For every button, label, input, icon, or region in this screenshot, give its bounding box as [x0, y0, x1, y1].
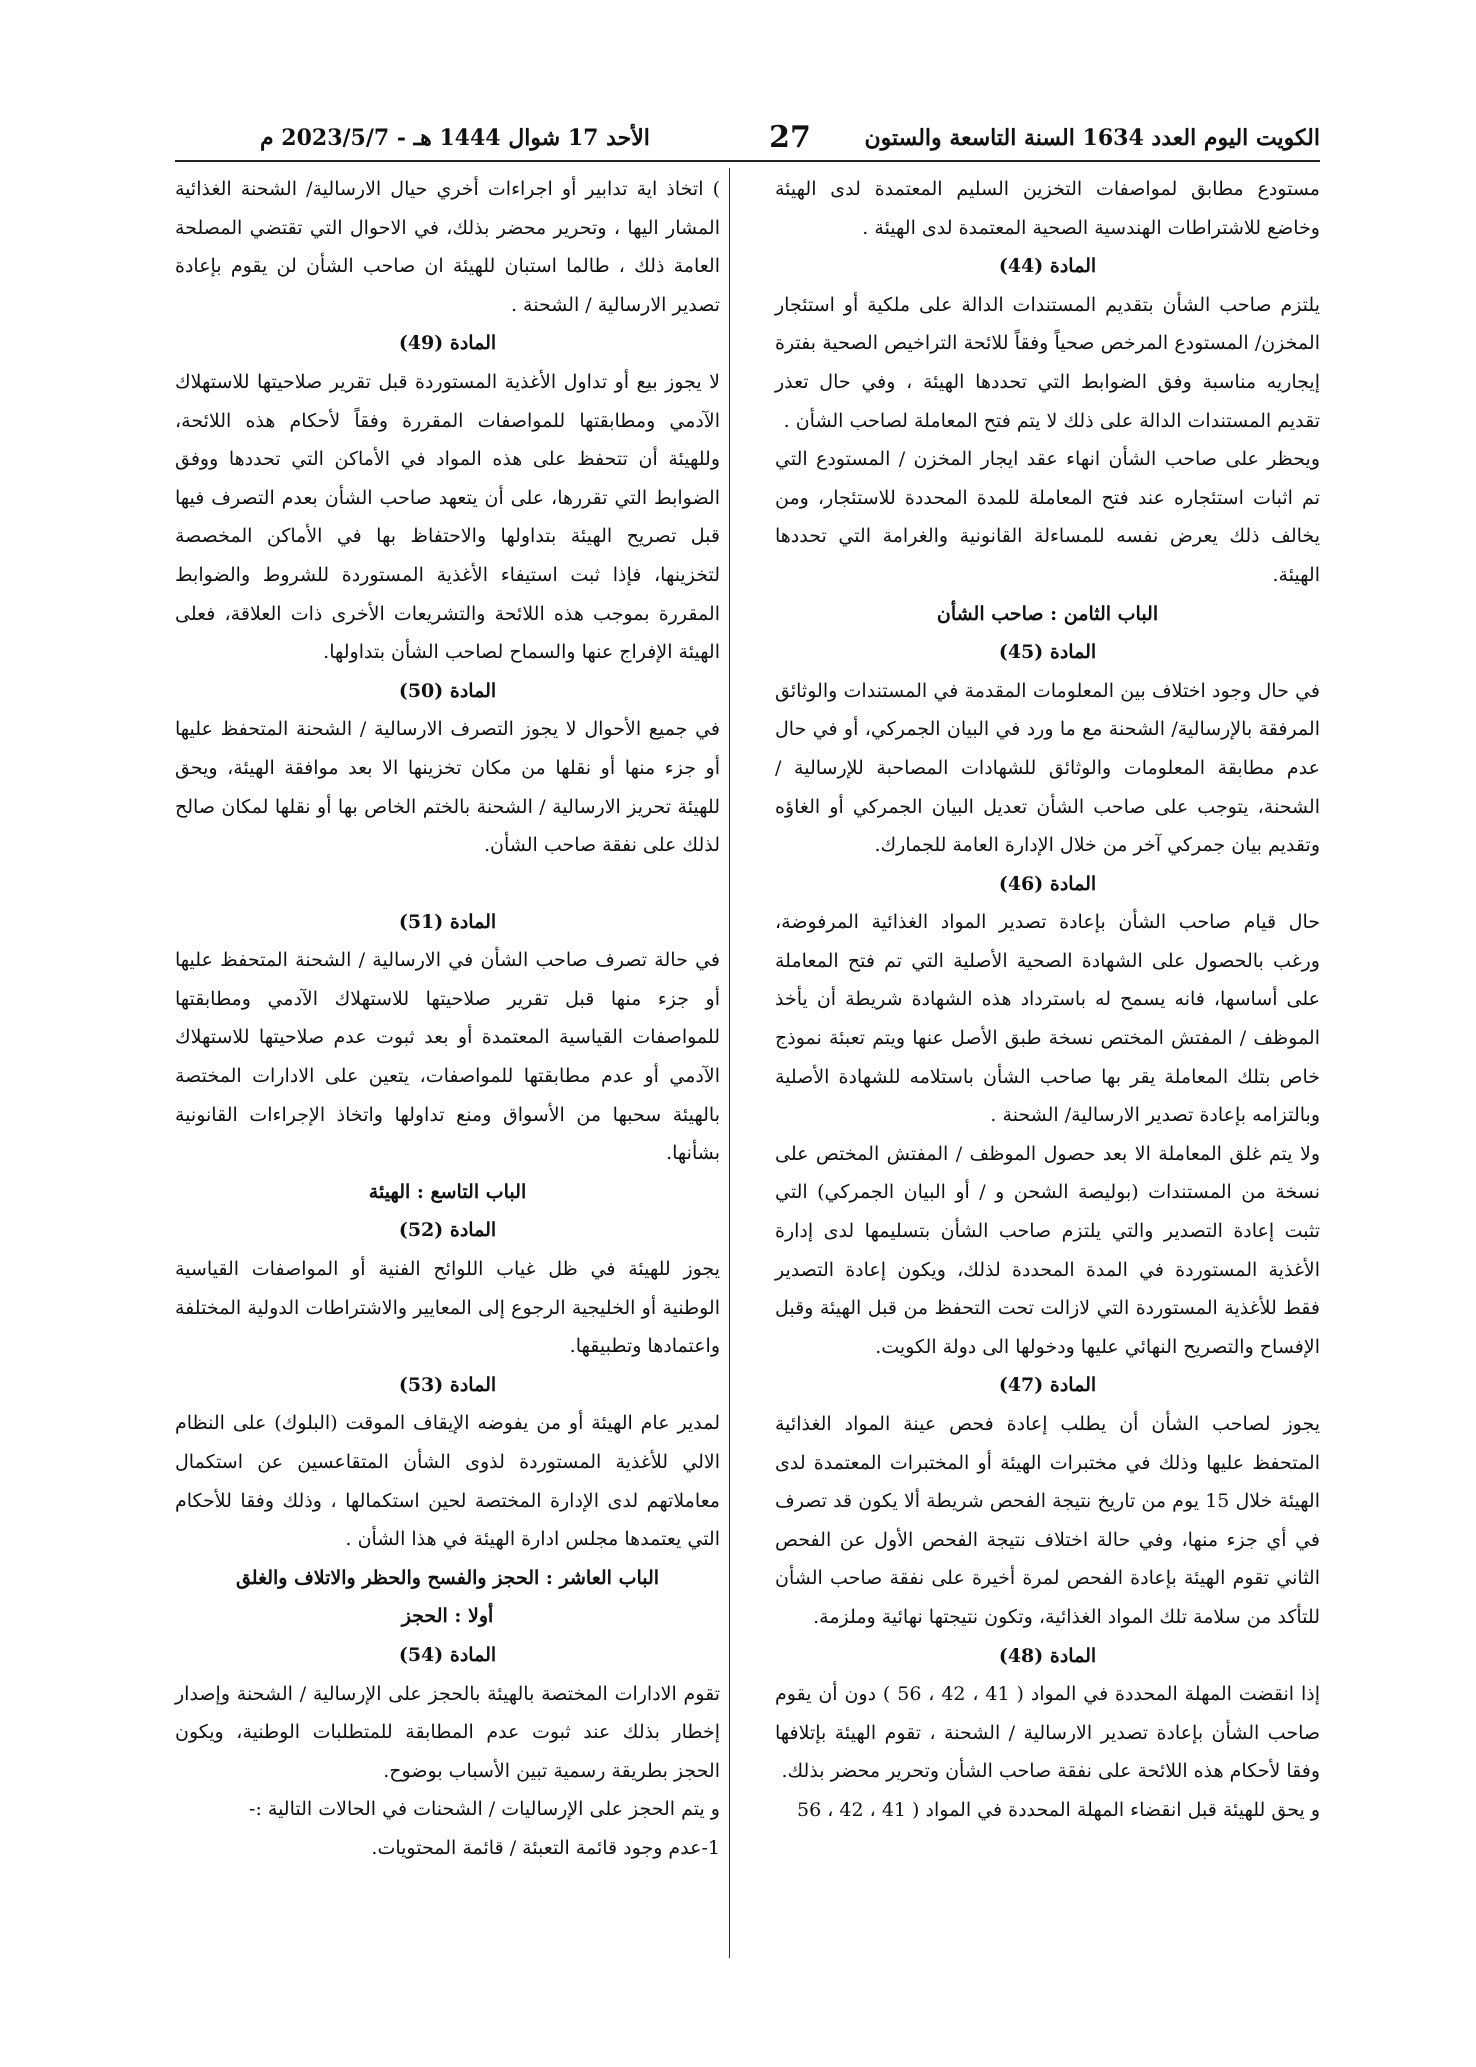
paragraph: يجوز للهيئة في ظل غياب اللوائح الفنية أو المواصفات القياسية الوطنية أو الخليجية الرجوع إلى المعايير والاشتراطات الدولية المختلفة واعتمادها وتطبيقها. [175, 1258, 720, 1358]
paragraph: ) اتخاذ اية تدابير أو اجراءات أخري حيال الارسالية/ الشحنة الغذائية المشار اليها ، وتحرير محضر بذلك، في الاحوال التي تقتضي المصلحة العامة ذلك ، طالما استبان للهيئة ان صاحب الشأن لن يقوم بإعادة تصدير الارسالية / الشحنة . [175, 178, 721, 316]
article-heading: المادة (44) [998, 255, 1097, 278]
section-heading: الباب العاشر : الحجز والفسح والحظر والاتلاف والغلق [235, 1566, 660, 1589]
article-heading: المادة (48) [998, 1644, 1097, 1667]
paragraph: مستودع مطابق لمواصفات التخزين السليم المعتمدة لدى الهيئة وخاضع للاشتراطات الهندسية الصحية المعتمدة لدى الهيئة . [775, 178, 1320, 239]
paragraph: لمدير عام الهيئة أو من يفوضه الإيقاف الموقت (البلوك) على النظام الالي للأغذية المستوردة لذوى الشأن المتقاعسين عن استكمال معاملاتهم لدى الإدارة المختصة لحين استكمالها ، وذلك وفقا للأحكام التي يعتمدها مجلس ادارة الهيئة في هذا الشأن . [175, 1412, 720, 1551]
paragraph: في جميع الأحوال لا يجوز التصرف الارسالية / الشحنة المتحفظ عليها أو جزء منها أو نقلها من مكان تخزينها الا بعد موافقة الهيئة، ويحق للهيئة تحريز الارسالية / الشحنة بالختم الخاص بها أو نقلها لمكان صالح لذلك على نفقة صاحب الشأن. [175, 718, 720, 857]
paragraph: 1-عدم وجود قائمة التعبئة / قائمة المحتويات. [371, 1836, 720, 1859]
publication-date: الأحد 17 شوال 1444 هـ - 2023/5/7 م [260, 125, 650, 151]
publication-issue: الكويت اليوم العدد 1634 السنة التاسعة والستون [864, 125, 1320, 151]
paragraph: في حال وجود اختلاف بين المعلومات المقدمة في المستندات والوثائق المرفقة بالإرسالية/ الشحنة مع ما ورد في البيان الجمركي، أو في حال عدم مطابقة المعلومات والوثائق للشهادات المصاحبة للإرسالية / الشحنة، يتوجب على صاحب الشأن تعديل البيان الجمركي أو الغاؤه وتقديم بيان جمركي آخر من خلال الإدارة العامة للجمارك. [775, 679, 1320, 857]
article-heading: المادة (47) [998, 1374, 1097, 1397]
paragraph: لا يجوز بيع أو تداول الأغذية المستوردة قبل تقرير صلاحيتها للاستهلاك الآدمي ومطابقتها للمواصفات المقررة وفقاً لأحكام هذه اللائحة، وللهيئة أن تتحفظ على هذه المواد في الأماكن التي تحددها ووفق الضوابط التي تقررها، على أن يتعهد صاحب الشأن بعدم التصرف فيها قبل تصريح الهيئة بتداولها والاحتفاظ بها في الأماكن المخصصة لتخزينها، فإذا ثبت استيفاء الأغذية المستوردة للشروط والضوابط المقررة بموجب هذه اللائحة والتشريعات الأخرى ذات العلاقة، فعلى الهيئة الإفراج عنها والسماح لصاحب الشأن بتداولها. [175, 370, 720, 664]
page-header [260, 118, 1320, 158]
paragraph: يلتزم صاحب الشأن بتقديم المستندات الدالة على ملكية أو استئجار المخزن/ المستودع المرخص صحياً وفقاً للائحة التراخيص الصحية بفترة إيجاريه مناسبة وفق الضوابط التي تحددها الهيئة ، وفي حال تعذر تقديم المستندات الدالة على ذلك لا يتم فتح المعاملة لصاحب الشأن . [775, 293, 1320, 432]
right-column [775, 170, 1320, 1830]
paragraph: ويحظر على صاحب الشأن انهاء عقد ايجار المخزن / المستودع التي تم اثبات استئجاره عند فتح المعاملة للمدة المحددة للاستئجار، ومن يخالف ذلك يعرض نفسه للمساءلة القانونية والغرامة التي تحددها الهيئة. [775, 448, 1320, 586]
paragraph: في حالة تصرف صاحب الشأن في الارسالية / الشحنة المتحفظ عليها أو جزء منها قبل تقرير صلاحيتها للاستهلاك الآدمي ومطابقتها للمواصفات القياسية المعتمدة أو بعد ثبوت عدم صلاحيتها للاستهلاك الآدمي أو عدم مطابقتها للمواصفات، يتعين على الادارات المختصة بالهيئة سحبها من الأسواق ومنع تداولها واتخاذ الإجراءات القانونية بشأنها. [175, 949, 720, 1165]
paragraph: يجوز لصاحب الشأن أن يطلب إعادة فحص عينة المواد الغذائية المتحفظ عليها وذلك في مختبرات الهيئة أو المختبرات المعتمدة لدى الهيئة خلال 15 يوم من تاريخ نتيجة الفحص شريطة ألا يكون قد تصرف في أي جزء منها، وفي حالة اختلاف نتيجة الفحص الأول عن الفحص الثاني تقوم الهيئة بإعادة الفحص لمرة أخيرة على نفقة صاحب الشأن للتأكد من سلامة تلك المواد الغذائية، وتكون نتيجتها نهائية وملزمة. [775, 1413, 1321, 1628]
paragraph: حال قيام صاحب الشأن بإعادة تصدير المواد الغذائية المرفوضة، ورغب بالحصول على الشهادة الصحية الأصلية التي تم فتح المعاملة على أساسها، فانه يسمح له باسترداد هذه الشهادة شريطة أن يأخذ الموظف / المفتش المختص نسخة طبق الأصل عنها ويتم تعبئة نموذج خاص بتلك المعاملة يقر بها صاحب الشأن باستلامه للشهادة الأصلية وبالتزامه بإعادة تصدير الارسالية/ الشحنة . [775, 911, 1320, 1127]
section-heading: الباب التاسع : الهيئة [368, 1180, 527, 1203]
article-heading: المادة (45) [998, 641, 1097, 664]
article-heading: المادة (53) [398, 1373, 497, 1396]
section-heading: الباب الثامن : صاحب الشأن [936, 602, 1159, 625]
article-heading: المادة (54) [398, 1643, 497, 1666]
page-number: 27 [769, 120, 811, 155]
paragraph: تقوم الادارات المختصة بالهيئة بالحجز على الإرسالية / الشحنة وإصدار إخطار بذلك عند ثبوت عدم المطابقة للمتطلبات الوطنية، ويكون الحجز بطريقة رسمية تبين الأسباب بوضوح. [175, 1682, 720, 1782]
article-heading: المادة (51) [398, 910, 497, 933]
article-heading: المادة (50) [398, 679, 497, 702]
paragraph: إذا انقضت المهلة المحددة في المواد ( 41 ، 42 ، 56 ) دون أن يقوم صاحب الشأن بإعادة تصدير الارسالية / الشحنة ، تقوم الهيئة بإتلافها وفقا لأحكام هذه اللائحة على نفقة صاحب الشأن وتحرير محضر بذلك. [775, 1683, 1320, 1783]
spacer [175, 865, 720, 903]
section-heading: أولا : الحجز [401, 1605, 494, 1628]
article-heading: المادة (46) [998, 872, 1097, 895]
left-column [175, 170, 720, 1868]
column-divider [729, 168, 730, 1958]
paragraph: و يتم الحجز على الإرساليات / الشحنات في الحالات التالية :- [249, 1798, 720, 1821]
header-divider [175, 160, 1320, 162]
paragraph: ولا يتم غلق المعاملة الا بعد حصول الموظف / المفتش المختص على نسخة من المستندات (بوليصة الشحن و / أو البيان الجمركي) التي تثبت إعادة التصدير والتي يلتزم صاحب الشأن بتسليمها لدى إدارة الأغذية المستوردة في المدة المحددة لذلك، ويكون إعادة التصدير فقط للأغذية المستوردة التي لازالت تحت التحفظ من قبل الهيئة وقبل الإفساح والتصريح النهائي عليها ودخولها الى دولة الكويت. [775, 1142, 1320, 1358]
paragraph: و يحق للهيئة قبل انقضاء المهلة المحددة في المواد ( 41 ، 42 ، 56 [797, 1798, 1320, 1821]
article-heading: المادة (49) [398, 332, 497, 355]
article-heading: المادة (52) [398, 1219, 497, 1242]
